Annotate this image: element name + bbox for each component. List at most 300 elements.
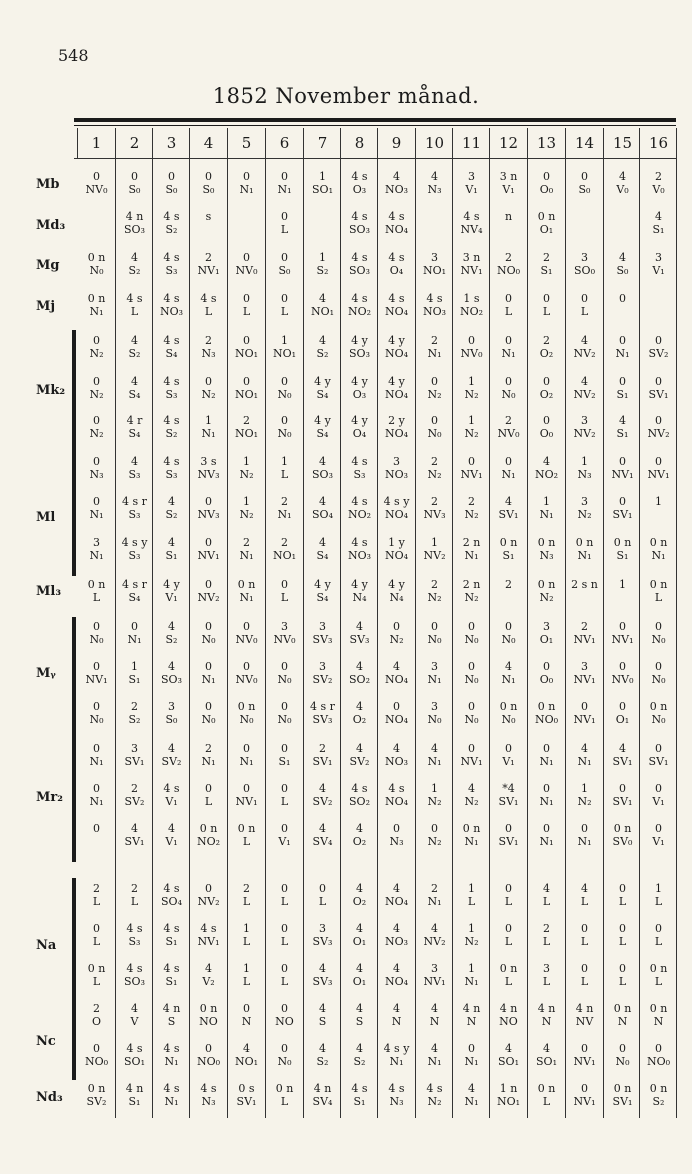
observation-value: N: [541, 1015, 552, 1028]
observation-cell: [153, 414, 190, 440]
observation-value: NV₀: [497, 427, 520, 440]
observation-value: N₀: [201, 633, 216, 646]
observation-cell: [490, 660, 527, 686]
observation-value: N₂: [427, 795, 442, 808]
observation-value: 4: [205, 962, 212, 975]
observation-cell: [266, 962, 303, 988]
observation-cell: [416, 455, 453, 481]
observation-value: 4: [619, 414, 626, 427]
observation-value: 4: [131, 375, 138, 388]
observation-value: N: [617, 1015, 628, 1028]
observation-value: 4 y: [314, 414, 331, 427]
observation-value: 0: [281, 170, 288, 183]
observation-value: 2: [205, 251, 212, 264]
observation-value: 1: [319, 251, 326, 264]
observation-cell: [116, 1082, 153, 1108]
observation-cell: [304, 170, 341, 196]
observation-cell: [416, 822, 453, 848]
observation-cell: [266, 334, 303, 360]
observation-value: 3: [431, 962, 438, 975]
observation-value: L: [618, 895, 627, 908]
observation-cell: [190, 334, 227, 360]
observation-value: L: [654, 591, 663, 604]
observation-value: 0 n: [649, 700, 668, 713]
observation-value: 4: [431, 922, 438, 935]
observation-value: N₀: [89, 633, 104, 646]
observation-value: 0: [543, 375, 550, 388]
observation-cell: [78, 578, 115, 604]
observation-cell: [304, 660, 341, 686]
observation-cell: [153, 251, 190, 277]
observation-value: NV₁: [235, 795, 258, 808]
observation-cell: [566, 578, 603, 591]
observation-cell: [528, 660, 565, 686]
observation-value: 1: [243, 962, 250, 975]
observation-cell: [378, 962, 415, 988]
observation-value: 0: [431, 822, 438, 835]
column-header: 11: [461, 134, 482, 152]
observation-value: 4 n: [575, 1002, 594, 1015]
observation-value: 0: [93, 822, 100, 835]
observation-value: N₂: [464, 795, 479, 808]
observation-value: NO₄: [384, 427, 409, 440]
observation-value: L: [204, 305, 213, 318]
observation-value: 4: [431, 1042, 438, 1055]
observation-value: S₁: [616, 549, 629, 562]
observation-cell: [528, 210, 565, 236]
observation-value: 0 s: [238, 1082, 255, 1095]
observation-cell: [640, 536, 677, 562]
observation-cell: [266, 210, 303, 236]
observation-value: 0: [655, 414, 662, 427]
observation-value: NO₄: [384, 549, 409, 562]
observation-value: NV₁: [197, 549, 220, 562]
observation-cell: [528, 782, 565, 808]
observation-cell: [528, 1042, 565, 1068]
observation-cell: [228, 882, 265, 908]
observation-value: S₀: [278, 264, 291, 277]
observation-cell: [640, 1002, 677, 1028]
observation-cell: [341, 882, 378, 908]
observation-value: N₂: [201, 388, 216, 401]
observation-cell: [490, 1082, 527, 1108]
observation-cell: [190, 210, 227, 223]
observation-value: 1: [243, 495, 250, 508]
group-brace: [72, 740, 76, 862]
observation-value: SV₂: [124, 795, 145, 808]
observation-value: N₁: [464, 549, 479, 562]
observation-value: NV₁: [611, 468, 634, 481]
observation-value: O₂: [352, 713, 367, 726]
observation-cell: [566, 882, 603, 908]
observation-cell: [604, 620, 641, 646]
observation-cell: [266, 922, 303, 948]
observation-value: N₀: [615, 1055, 630, 1068]
observation-value: L: [242, 305, 251, 318]
observation-value: N₂: [427, 388, 442, 401]
observation-value: 0: [468, 742, 475, 755]
observation-value: 3 n: [499, 170, 518, 183]
observation-value: 4: [619, 170, 626, 183]
observation-cell: [416, 578, 453, 604]
observation-cell: [604, 495, 641, 521]
observation-value: 4 s: [426, 292, 443, 305]
observation-cell: [453, 251, 490, 277]
observation-cell: [341, 700, 378, 726]
observation-value: 2: [543, 251, 550, 264]
observation-value: NO₂: [459, 305, 484, 318]
observation-cell: [378, 620, 415, 646]
observation-value: 2: [431, 882, 438, 895]
observation-value: N₂: [539, 591, 554, 604]
observation-value: 0: [93, 700, 100, 713]
observation-cell: [266, 375, 303, 401]
observation-value: L: [654, 975, 663, 988]
observation-cell: [640, 822, 677, 848]
observation-value: 0: [505, 620, 512, 633]
observation-cell: [528, 455, 565, 481]
observation-cell: [378, 660, 415, 686]
observation-value: 0 n: [649, 962, 668, 975]
observation-value: 4: [393, 660, 400, 673]
observation-value: N₃: [201, 347, 216, 360]
observation-cell: [78, 170, 115, 196]
observation-value: N₂: [464, 591, 479, 604]
observation-cell: [304, 536, 341, 562]
observation-value: 0: [93, 620, 100, 633]
observation-value: 4: [319, 822, 326, 835]
group-brace: [72, 617, 76, 740]
observation-value: 0: [619, 375, 626, 388]
observation-value: 1: [243, 922, 250, 935]
observation-cell: [78, 962, 115, 988]
observation-value: 4 s: [351, 455, 368, 468]
observation-cell: [116, 962, 153, 988]
observation-cell: [640, 1082, 677, 1108]
observation-cell: [566, 1082, 603, 1108]
observation-cell: [416, 742, 453, 768]
observation-cell: [416, 495, 453, 521]
observation-value: S₃: [128, 468, 141, 481]
observation-value: N₃: [89, 468, 104, 481]
observation-value: NO₁: [422, 264, 447, 277]
observation-value: N₂: [464, 935, 479, 948]
observation-value: 0: [393, 620, 400, 633]
observation-value: 4: [131, 1002, 138, 1015]
observation-value: 0: [619, 1042, 626, 1055]
observation-cell: [116, 210, 153, 236]
observation-cell: [341, 782, 378, 808]
observation-value: 2: [131, 782, 138, 795]
observation-value: L: [280, 223, 289, 236]
observation-value: S₃: [128, 935, 141, 948]
observation-value: 0 n: [87, 962, 106, 975]
observation-value: 3: [93, 536, 100, 549]
observation-value: 0: [581, 922, 588, 935]
observation-cell: [266, 251, 303, 277]
observation-value: 4 s: [426, 1082, 443, 1095]
observation-value: 4 r: [126, 414, 143, 427]
observation-value: 1: [619, 578, 626, 591]
observation-value: 4: [431, 742, 438, 755]
observation-value: 4 s: [163, 782, 180, 795]
observation-value: 4 s: [163, 962, 180, 975]
station-label: Mg: [36, 258, 60, 273]
observation-cell: [528, 700, 565, 726]
observation-value: N₁: [501, 468, 516, 481]
observation-value: S₄: [316, 427, 329, 440]
observation-cell: [153, 782, 190, 808]
observation-value: 4 y: [351, 334, 368, 347]
observation-value: N₁: [89, 755, 104, 768]
observation-value: NV₂: [573, 347, 596, 360]
observation-value: SO₃: [349, 223, 370, 236]
observation-cell: [453, 495, 490, 521]
observation-value: N₃: [389, 835, 404, 848]
observation-value: 4: [131, 334, 138, 347]
observation-cell: [190, 414, 227, 440]
observation-cell: [78, 822, 115, 835]
station-label: Ml: [36, 510, 56, 525]
observation-value: 1: [468, 962, 475, 975]
observation-value: SV₃: [312, 633, 333, 646]
observation-cell: [528, 414, 565, 440]
observation-value: N₁: [427, 755, 442, 768]
observation-value: L: [242, 975, 251, 988]
observation-value: N₁: [464, 1095, 479, 1108]
observation-value: N₂: [239, 508, 254, 521]
observation-value: 2 n: [462, 578, 481, 591]
observation-value: V₀: [616, 183, 629, 196]
observation-value: N₀: [464, 633, 479, 646]
observation-value: 0: [93, 1042, 100, 1055]
observation-value: 0: [619, 292, 626, 305]
observation-cell: [304, 414, 341, 440]
observation-value: NV₀: [460, 347, 483, 360]
observation-value: S₂: [316, 347, 329, 360]
observation-cell: [378, 1082, 415, 1108]
observation-value: N₂: [89, 388, 104, 401]
observation-value: NV₃: [197, 468, 220, 481]
observation-value: NV₁: [197, 935, 220, 948]
observation-value: NV₃: [197, 508, 220, 521]
observation-value: 0: [243, 660, 250, 673]
observation-value: 0: [468, 455, 475, 468]
observation-value: 2: [243, 414, 250, 427]
observation-value: 0: [543, 170, 550, 183]
observation-value: 2 s n: [571, 578, 598, 591]
observation-cell: [453, 922, 490, 948]
observation-value: 2: [431, 495, 438, 508]
observation-cell: [453, 334, 490, 360]
observation-value: N₁: [389, 1055, 404, 1068]
observation-cell: [416, 1042, 453, 1068]
observation-value: 4: [356, 620, 363, 633]
observation-value: 2: [655, 170, 662, 183]
observation-value: 2: [243, 536, 250, 549]
observation-value: 0: [205, 1042, 212, 1055]
observation-cell: [341, 822, 378, 848]
observation-value: S₁: [616, 388, 629, 401]
header-divider: [74, 158, 676, 159]
observation-value: 4: [356, 922, 363, 935]
observation-cell: [304, 1042, 341, 1068]
observation-cell: [528, 292, 565, 318]
observation-value: 4 n: [499, 1002, 518, 1015]
observation-value: 4: [581, 882, 588, 895]
observation-value: SV₁: [648, 388, 669, 401]
observation-value: N₃: [427, 183, 442, 196]
observation-value: 2: [281, 536, 288, 549]
observation-value: 3: [655, 251, 662, 264]
observation-value: 0 n: [499, 700, 518, 713]
observation-cell: [416, 882, 453, 908]
observation-value: N₂: [427, 468, 442, 481]
observation-value: S₃: [165, 468, 178, 481]
observation-value: 4 s: [388, 292, 405, 305]
observation-value: 1: [468, 375, 475, 388]
observation-value: 4: [319, 292, 326, 305]
observation-value: 0: [205, 660, 212, 673]
observation-value: 0: [619, 334, 626, 347]
observation-value: NO₃: [384, 755, 409, 768]
observation-cell: [266, 700, 303, 726]
observation-value: 0: [619, 922, 626, 935]
observation-cell: [490, 375, 527, 401]
observation-cell: [378, 334, 415, 360]
station-label: Na: [36, 938, 57, 953]
observation-cell: [153, 495, 190, 521]
observation-value: 0: [619, 620, 626, 633]
observation-value: 0: [431, 375, 438, 388]
observation-value: 4 s r: [122, 578, 147, 591]
observation-value: 0 n: [87, 1082, 106, 1095]
observation-cell: [341, 375, 378, 401]
observation-value: N₁: [164, 1055, 179, 1068]
observation-value: S₂: [316, 264, 329, 277]
observation-value: 2: [93, 1002, 100, 1015]
observation-value: 0 n: [649, 1082, 668, 1095]
observation-cell: [190, 292, 227, 318]
observation-value: NO₂: [534, 468, 559, 481]
observation-value: 2: [505, 578, 512, 591]
observation-value: L: [580, 975, 589, 988]
observation-value: NV₁: [611, 633, 634, 646]
observation-value: NV₁: [647, 468, 670, 481]
observation-value: 4 s r: [310, 700, 335, 713]
observation-value: 0: [543, 414, 550, 427]
observation-cell: [453, 1082, 490, 1108]
observation-cell: [228, 251, 265, 277]
observation-value: S₁: [278, 755, 291, 768]
observation-cell: [190, 962, 227, 988]
column-header: 12: [498, 134, 519, 152]
observation-value: L: [318, 895, 327, 908]
observation-cell: [528, 170, 565, 196]
observation-value: O₃: [352, 183, 367, 196]
observation-cell: [640, 414, 677, 440]
observation-value: 4 y: [314, 578, 331, 591]
observation-cell: [490, 170, 527, 196]
observation-cell: [490, 578, 527, 591]
observation-value: 4 s: [163, 1042, 180, 1055]
observation-value: L: [280, 935, 289, 948]
observation-value: SO₃: [349, 264, 370, 277]
observation-cell: [453, 1042, 490, 1068]
observation-value: 4: [319, 1002, 326, 1015]
observation-value: SV₄: [312, 835, 333, 848]
observation-cell: [153, 660, 190, 686]
observation-cell: [116, 495, 153, 521]
observation-value: 0: [619, 455, 626, 468]
observation-cell: [78, 292, 115, 318]
observation-value: 4: [393, 922, 400, 935]
observation-value: SV₁: [498, 508, 519, 521]
observation-cell: [304, 292, 341, 318]
column-header: 5: [241, 134, 252, 152]
observation-value: 4 s: [163, 210, 180, 223]
observation-value: NV₂: [573, 427, 596, 440]
observation-cell: [604, 782, 641, 808]
observation-cell: [453, 170, 490, 196]
observation-value: 4: [619, 251, 626, 264]
observation-cell: [341, 170, 378, 196]
observation-value: N₁: [427, 895, 442, 908]
observation-cell: [304, 455, 341, 481]
observation-value: 4: [131, 251, 138, 264]
observation-value: 4: [393, 962, 400, 975]
observation-cell: [490, 210, 527, 223]
observation-value: 4 n: [537, 1002, 556, 1015]
observation-value: NO₀: [496, 264, 521, 277]
observation-value: N₁: [427, 1055, 442, 1068]
observation-value: N₄: [389, 591, 404, 604]
observation-value: L: [242, 895, 251, 908]
observation-value: N₀: [89, 713, 104, 726]
observation-value: 4 s y: [383, 1042, 410, 1055]
observation-value: 0: [93, 334, 100, 347]
observation-cell: [528, 536, 565, 562]
observation-value: S₄: [165, 347, 178, 360]
observation-value: 4: [356, 822, 363, 835]
observation-value: NO₃: [159, 305, 184, 318]
observation-value: 4: [319, 1042, 326, 1055]
observation-cell: [453, 578, 490, 604]
observation-cell: [228, 1082, 265, 1108]
observation-cell: [416, 536, 453, 562]
observation-cell: [604, 962, 641, 988]
column-header: 6: [279, 134, 290, 152]
observation-value: 0: [619, 882, 626, 895]
observation-value: L: [92, 935, 101, 948]
station-label: Ml₃: [36, 584, 62, 599]
observation-value: 2: [431, 578, 438, 591]
observation-value: 0: [93, 922, 100, 935]
observation-cell: [304, 1002, 341, 1028]
column-header: 3: [166, 134, 177, 152]
observation-value: 0: [505, 375, 512, 388]
observation-value: SV₁: [612, 755, 633, 768]
observation-value: N₁: [277, 183, 292, 196]
observation-value: 4 s: [163, 375, 180, 388]
observation-value: SO₁: [124, 1055, 145, 1068]
observation-value: 0: [543, 782, 550, 795]
observation-cell: [640, 742, 677, 768]
observation-value: N₁: [277, 508, 292, 521]
observation-value: 2: [505, 414, 512, 427]
observation-cell: [116, 882, 153, 908]
observation-value: 4 s: [388, 1082, 405, 1095]
